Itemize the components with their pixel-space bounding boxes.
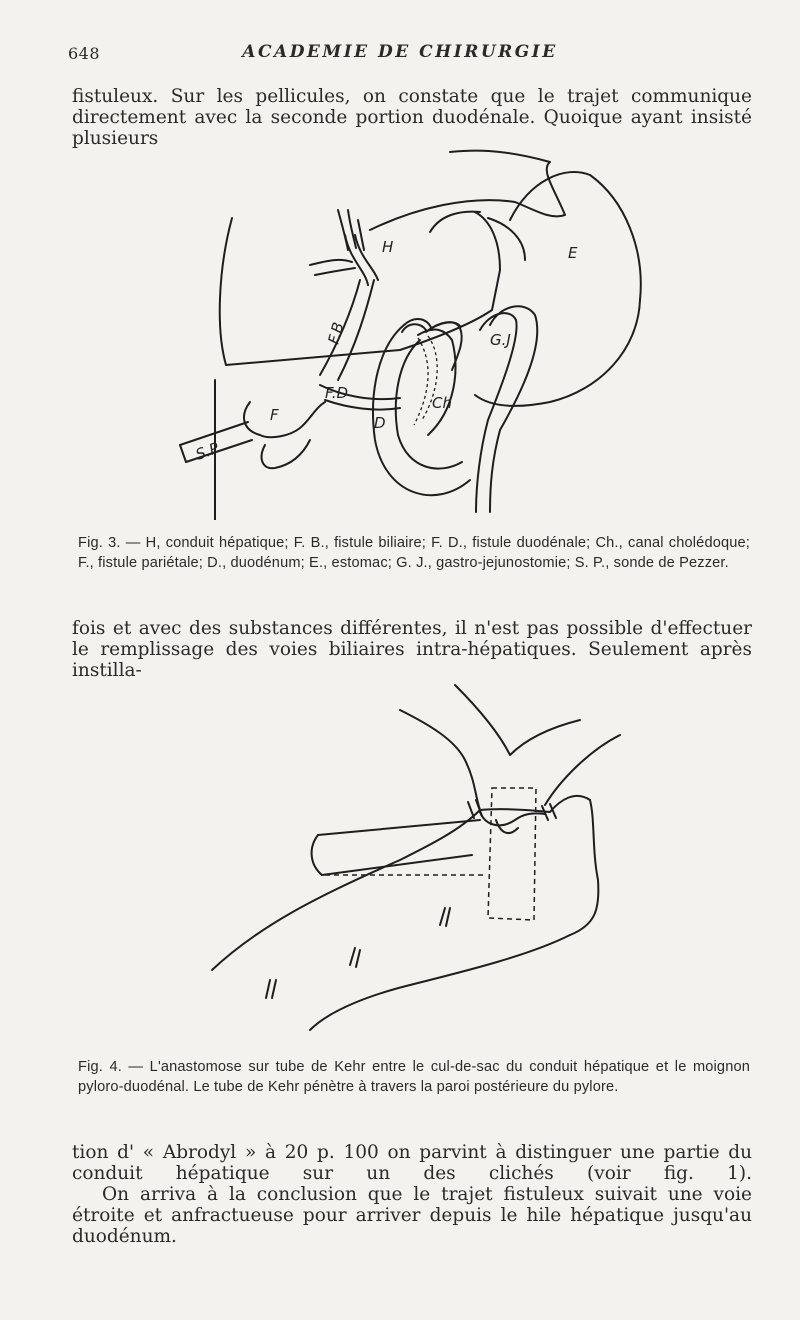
- paragraph-bottom-2: On arriva à la conclusion que le trajet fistuleux suivait une voie étroite et anfractueuse pour arriver depuis le hile hépatique jusqu'au duodénum.: [72, 1184, 752, 1247]
- paragraph-top: fistuleux. Sur les pellicules, on constate que le trajet communique directement avec la seconde portion duodénale. Quoique ayant insisté plusieurs: [72, 86, 752, 149]
- figure-4-caption: Fig. 4. — L'anastomose sur tube de Kehr entre le cul-de-sac du conduit hépatique et le moignon pyloro-duodénal. Le tube de Kehr pénètre à travers la paroi postérieure du pylore.: [78, 1059, 750, 1095]
- label-sp: S.P: [193, 438, 222, 464]
- figure-4-drawing: [200, 680, 630, 1045]
- running-title: ACADEMIE DE CHIRURGIE: [242, 42, 558, 62]
- figure-3: [170, 140, 660, 520]
- label-fd: F.D: [325, 384, 349, 402]
- figure-3-caption: Fig. 3. — H, conduit hépatique; F. B., fistule biliaire; F. D., fistule duodénale; Ch., canal cholédoque; F., fistule pariétale; D., duodénum; E., estomac; G. J., gastro-jejunostomie; S. P., sonde de Pezzer.: [78, 535, 750, 571]
- figure-4: [200, 680, 630, 1045]
- label-d: D: [374, 414, 386, 432]
- label-gj: G.J: [490, 331, 511, 349]
- label-h: H: [382, 238, 394, 256]
- label-ch: Ch: [432, 394, 452, 412]
- label-f: F: [270, 406, 279, 424]
- page-number: 648: [68, 44, 101, 63]
- figure-3-drawing: [170, 140, 660, 520]
- paragraph-middle: fois et avec des substances différentes, il n'est pas possible d'effectuer le remplissage des voies biliaires intra-hépatiques. Seulement après instilla-: [72, 618, 752, 681]
- label-fb: F.B: [324, 320, 348, 347]
- paragraph-bottom-1: tion d' « Abrodyl » à 20 p. 100 on parvint à distinguer une partie du conduit hépatique sur un des clichés (voir fig. 1).: [72, 1142, 752, 1184]
- label-e: E: [568, 244, 578, 262]
